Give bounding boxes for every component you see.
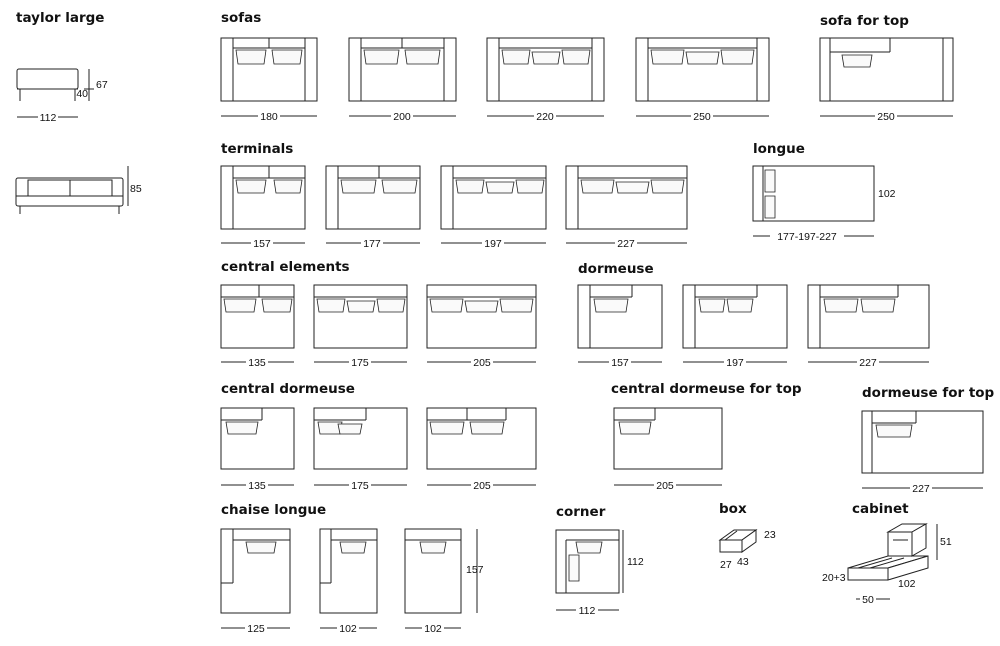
dim-terminal-227: 227	[617, 238, 635, 250]
dormeuse-197	[683, 285, 787, 369]
dim-chaise-102-a: 102	[339, 623, 357, 635]
central-dormeuse-175	[314, 408, 407, 492]
sofa-220	[487, 38, 604, 123]
cabinet-module	[822, 524, 952, 606]
chaise-longue-102-b	[405, 529, 484, 635]
heading-chaise-longue: chaise longue	[221, 502, 327, 518]
longue	[753, 166, 896, 243]
heading-sofa-for-top: sofa for top	[820, 13, 909, 29]
dim-central-dormeuse-205: 205	[473, 480, 491, 492]
dim-central-135: 135	[248, 357, 266, 369]
dim-dormeuse-157: 157	[611, 357, 629, 369]
dim-cabinet-width: 102	[898, 578, 916, 590]
central-175	[314, 285, 407, 369]
dim-taylor-side-height: 67	[96, 79, 108, 91]
dim-sofa-200: 200	[393, 111, 411, 123]
dim-central-205: 205	[473, 357, 491, 369]
terminal-197	[441, 166, 546, 250]
dormeuse-157	[578, 285, 662, 369]
dim-terminal-197: 197	[484, 238, 502, 250]
dim-dormeuse-197: 197	[726, 357, 744, 369]
heading-dormeuse-for-top: dormeuse for top	[862, 385, 995, 401]
dim-terminal-157: 157	[253, 238, 271, 250]
dim-chaise-102-b: 102	[424, 623, 442, 635]
terminal-177	[326, 166, 420, 250]
dim-chaise-125: 125	[247, 623, 265, 635]
chaise-longue-102-a	[320, 529, 377, 635]
heading-taylor-large: taylor large	[16, 10, 105, 26]
heading-longue: longue	[753, 141, 805, 157]
heading-dormeuse: dormeuse	[578, 261, 654, 277]
dim-box-height: 23	[764, 529, 776, 541]
dim-central-dormeuse-top-205: 205	[656, 480, 674, 492]
dormeuse-227	[808, 285, 929, 369]
dim-corner-width: 112	[578, 605, 596, 617]
terminal-227	[566, 166, 687, 250]
sofa-200	[349, 38, 456, 123]
sofa-180	[221, 38, 317, 123]
dim-dormeuse-227: 227	[859, 357, 877, 369]
central-dormeuse-205	[427, 408, 536, 492]
central-135	[221, 285, 294, 369]
central-dormeuse-for-top-205	[614, 408, 722, 492]
dim-box-width: 27	[720, 559, 732, 571]
central-205	[427, 285, 536, 369]
heading-terminals: terminals	[221, 141, 294, 157]
heading-box: box	[719, 501, 747, 517]
dim-corner-height: 112	[627, 556, 644, 568]
box-module	[720, 529, 776, 571]
dim-chaise-height: 157	[466, 564, 484, 576]
heading-central-dormeuse-for-top: central dormeuse for top	[611, 381, 802, 397]
dormeuse-for-top-227	[862, 411, 983, 495]
dim-terminal-177: 177	[363, 238, 381, 250]
dim-box-depth: 43	[737, 556, 749, 568]
dim-cabinet-height: 51	[940, 536, 952, 548]
heading-central-elements: central elements	[221, 259, 350, 275]
terminal-157	[221, 166, 305, 250]
central-dormeuse-135	[221, 408, 294, 492]
dim-longue-height: 102	[878, 188, 896, 200]
sofa-for-top-250	[820, 38, 953, 123]
heading-sofas: sofas	[221, 10, 262, 26]
heading-cabinet: cabinet	[852, 501, 909, 517]
corner-112	[556, 530, 644, 617]
heading-corner: corner	[556, 504, 606, 520]
dim-taylor-side-width: 112	[39, 112, 57, 124]
dim-sofa-220: 220	[536, 111, 554, 123]
dim-sofa-180: 180	[260, 111, 278, 123]
dim-taylor-seat-height: 40	[76, 88, 88, 100]
dim-taylor-front-height: 85	[130, 183, 142, 195]
dim-central-dormeuse-175: 175	[351, 480, 369, 492]
dim-central-175: 175	[351, 357, 369, 369]
dim-dormeuse-top-227: 227	[912, 483, 930, 495]
dim-sofa-250: 250	[693, 111, 711, 123]
dim-cabinet-low-height: 20+3	[822, 572, 846, 584]
dim-longue-width: 177-197-227	[777, 231, 837, 243]
taylor-front-view	[16, 166, 142, 214]
heading-central-dormeuse: central dormeuse	[221, 381, 355, 397]
dim-sofa-top-250: 250	[877, 111, 895, 123]
dim-cabinet-depth: 50	[862, 594, 874, 606]
sofa-250	[636, 38, 769, 123]
taylor-side-view	[17, 69, 108, 124]
chaise-longue-125	[221, 529, 290, 635]
dim-central-dormeuse-135: 135	[248, 480, 266, 492]
